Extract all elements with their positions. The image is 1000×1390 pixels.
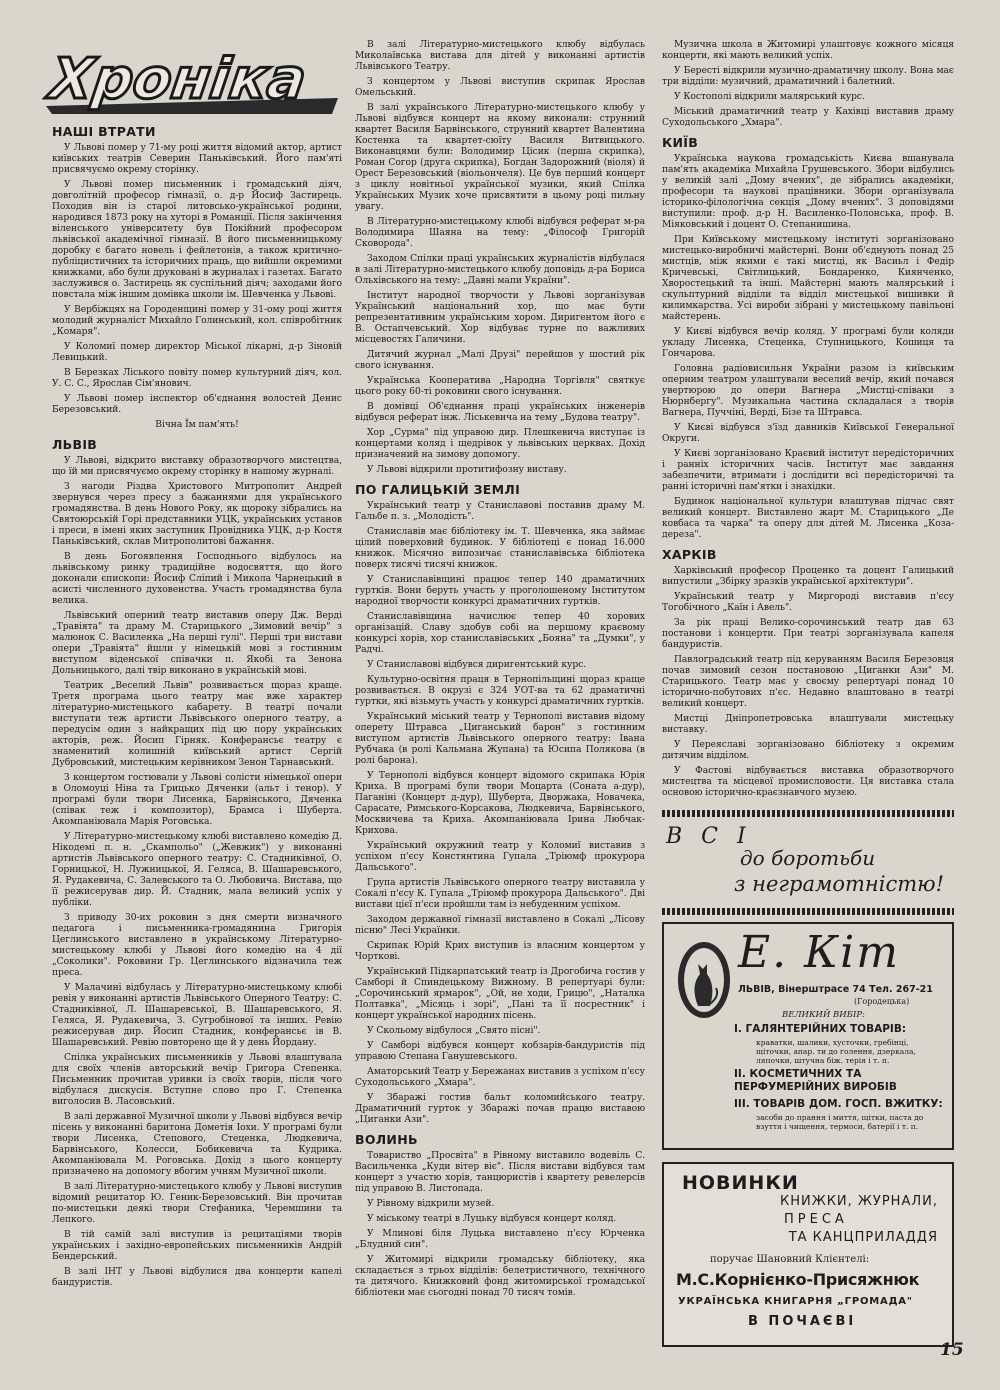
- novynky-line-3: ТА КАНЦПРИЛАДДЯ: [788, 1230, 938, 1245]
- news-paragraph: У Коломиї помер директор Міської лікарні, д-р Зіновій Левицький.: [52, 342, 342, 363]
- novynky-title: НОВИНКИ: [682, 1172, 799, 1194]
- news-paragraph: Дитячий журнал „Малі Друзі" перейшов у шостий рік свого існування.: [355, 350, 645, 371]
- news-paragraph: Аматорський Театр у Бережанах виставив з успіхом п'єсу Суходольського „Хмара".: [355, 1067, 645, 1088]
- news-paragraph: В домівці Об'єднання праці українських інженерів відбувся реферат інж. Ліськевича на тему „Будова театру".: [355, 402, 645, 423]
- news-paragraph: Інститут народної творчости у Львові зорганізував Український національний хор, що має бути репрезентативним українським хором. Диригентом його є В. Остапчевський. Хор відбуває турне по важливих місцевостях Галичини.: [355, 291, 645, 345]
- news-paragraph: Будинок національної культури влаштував підчас свят великий концерт. Виставлено жарт М. Старицького „Де ковбаса та чарка" та оперу для дітей М. Лисенка „Коза-дереза".: [662, 497, 954, 540]
- section-heading: ПО ГАЛИЦЬКІЙ ЗЕМЛІ: [355, 482, 521, 497]
- column-2: [355, 40, 645, 1303]
- news-paragraph: У Малачині відбулась у Літературно-мистецькому клюбі ревія у виконанні артистів Львівського Оперного Театру: С. Стадниківної, Л. Шашаревської, В. Шашаревського, Я. Геляса, Я. Рудакевича, З. Сугробінової та інших. Ревію режисерував дир. Йосип Стадник, конферансьє ів В. Шашаревський. Ревію повторено ще й у день Йордану.: [52, 983, 342, 1048]
- ad-kit: [662, 922, 954, 1150]
- news-paragraph: З нагоди Різдва Христового Митрополит Андрей звернувся через пресу з бажаннями для українського громадянства. В день Нового Року, як щороку зібрались на Святоюрській Горі представники УЦК, українських установ і преси, в імені яких заступник Провідника УЦК, д-р Костя Паньківський, склав Митрополитові бажання.: [52, 482, 342, 547]
- slogan-line-2: до боротьби: [740, 846, 876, 870]
- page-number: 15: [940, 1340, 964, 1360]
- section-heading: НАШІ ВТРАТИ: [52, 124, 156, 139]
- news-paragraph: З концертом у Львові виступив скрипак Ярослав Омельський.: [355, 77, 645, 98]
- novynky-name: М.С.Корнієнко-Присяжнюк: [676, 1270, 920, 1289]
- literacy-slogan: [666, 822, 954, 902]
- news-paragraph: В залі Літературно-мистецького клюбу відбулась Миколаївська вистава для дітей у виконанні артистів Львівського Театру.: [355, 40, 645, 72]
- news-paragraph: Український міський театр у Тернополі виставив відому оперету Штравса „Циганський барон" з гостинним виступом артистів Львівського оперного театру: Івана Рубчака (в ролі Кальмана Жупана) та Юсипа Полякова (в ролі барона).: [355, 712, 645, 766]
- news-paragraph: Музична школа в Житомирі улаштовує кожного місяця концерти, які мають великий успіх.: [662, 40, 954, 61]
- news-paragraph: Український окружний театр у Коломиї виставив з успіхом п'єсу Констянтина Гупала „Тріюмф прокурора Дальського".: [355, 841, 645, 873]
- news-paragraph: Хор „Сурма" під управою дир. Плешкевича виступає із концертами коляд і щедрівок у львівських церквах. Дохід призначений на зимову допомогу.: [355, 428, 645, 460]
- news-paragraph: У Львові помер інспектор об'єднання волостей Денис Березовський.: [52, 394, 342, 415]
- novynky-line-1: КНИЖКИ, ЖУРНАЛИ,: [779, 1194, 938, 1209]
- news-paragraph: В залі українського Літературно-мистецького клюбу у Львові відбувся концерт на якому виконали: струнний квартет Василя Барвінського, струнний квартет Валентина Костенка та квартет-сюїту Василя Витвицького. Виконавцями були: Володимир Цісик (перша скрипка), Роман Согор (друга скрипка), Богдан Задорожний (віоля) й Орест Березовський (віольончеля). Це був перший концерт з циклу новітньої української музики, який Спілка Українських Музик хоче присвятити в цьому році пильну увагу.: [355, 103, 645, 212]
- news-paragraph: В тій самій залі виступив із рецитаціями творів українських і західно-европейських письменників Андрій Бендерський.: [52, 1230, 342, 1262]
- news-paragraph: У Станиславівщині працює тепер 140 драматичних гуртків. Вони беруть участь у проголошеному Інститутом народної творчости конкурсі драматичних гуртків.: [355, 575, 645, 607]
- column-3: [662, 40, 954, 803]
- news-paragraph: У Києві відбувся з'їзд давників Київської Генеральної Округи.: [662, 423, 954, 444]
- news-paragraph: Харківський професор Проценко та доцент Галицький випустили „Збірку зразків української архітектури".: [662, 566, 954, 587]
- news-paragraph: Український театр у Миргороді виставив п'єсу Тогобічного „Каїн і Авель".: [662, 592, 954, 613]
- news-paragraph: З приводу 30-их роковин з дня смерти визначного педагога і письменника-громадянина Григорія Цеглинського виставлено в українському Літературно-мистецькому клюбі у Львові його комедію на 4 дії „Соколики". Роковини Гр. Цеглинського відзначила теж преса.: [52, 913, 342, 978]
- news-paragraph: У Фастові відбувається виставка образотворчого мистецтва та місцевої промисловости. Ця виставка стала основою історично-краєзнавчого музею.: [662, 766, 954, 798]
- news-paragraph: Мистці Дніпропетровська влаштували мистецьку виставку.: [662, 714, 954, 735]
- ad-novynky: [662, 1162, 954, 1347]
- section-heading: ЛЬВІВ: [52, 437, 98, 452]
- news-paragraph: У Літературно-мистецькому клюбі виставлено комедію Д. Нікодемі п. н. „Скампольо" („Жевжик") у виконанні артистів Львівського оперного театру: С. Стадниківної, О. Горницької, Н. Лужницької, Я. Геляса, В. Шашаревського, Я. Рудакевича, С. Залевського та О. Любовича. Вистава, що її режисерував дир. Й. Стадник, мала великий успіх у публіки.: [52, 832, 342, 908]
- news-paragraph: Павлоградський театр під керуванням Василя Березовця почав зимовий сезон постановою „Циганки Ази" М. Старицького. Театр має у своєму репертуарі понад 10 історично-побутових п'єс. Недавно влаштовано в театрі великий концерт.: [662, 655, 954, 709]
- news-paragraph: Львівський оперний театр виставив оперу Дж. Верді „Травіята" та драму М. Старицького „Зимовий вечір" з малюнок С. Василенка „На перші гулі". Перші три вистави опери „Травіята" йшли у німецькій мові з гостинним виступом віденської співачки п. Якобі та Зенона Дольницького, далі твір виконано в українській мові.: [52, 611, 342, 676]
- news-paragraph: Заходом державної гімназії виставлено в Сокалі „Лісову пісню" Лесі Українки.: [355, 915, 645, 936]
- news-paragraph: Заходом Спілки праці українських журналістів відбулася в залі Літературно-мистецького клюбу доповідь д-ра Бориса Ольхівського на тему: „Давні мапи України".: [355, 254, 645, 286]
- news-paragraph: У Львові помер у 71-му році життя відомий актор, артист київських театрів Северин Паньківський. Його пам'яті присвячуємо окрему сторінку.: [52, 143, 342, 175]
- news-paragraph: При Київському мистецькому інституті зорганізовано мистецько-виробничі майстерні. Вони об'єднують понад 25 мистців, між якими є такі мистці, як Васиьл і Федір Кричевські, Світлицький, Бондаренко, Киянченко, Хворостецький та інші. Майстерні мають малярський і скульптурний відділи та відділ мистецької вишивки й килимкарства. Усі вироби зібрані у мистецькому павільоні майстерень.: [662, 235, 954, 322]
- kit-item-2: ІІ. КОСМЕТИЧНИХ ТА ПЕРФУМЕРІЙНИХ ВИРОБІВ: [734, 1068, 897, 1093]
- kit-address-sub: (Городецька): [854, 997, 910, 1006]
- divider-bottom: [662, 908, 954, 915]
- news-paragraph: У Вербіжцях на Городенщині помер у 31-ому році життя молодий журналіст Михайло Голинський, кол. співробітник „Комаря".: [52, 305, 342, 337]
- news-paragraph: У Скольому відбулося „Свято пісні".: [367, 1026, 541, 1036]
- news-paragraph: У Києві зорганізовано Краєвий інститут передісторичних і ранніх історичних часів. Інститут має завдання забезпечити, втримати і дослідити всі передісторичні та ранні історичні пам'ятки і знахідки.: [662, 449, 954, 492]
- news-paragraph: Спілка українських письменників у Львові влаштувала для своїх членів авторський вечір Григора Степенка. Письменник прочитав уривки із своїх творів, після чого відбулася дискусія. Вступне слово про Г. Степенка виголосив В. Ласовський.: [52, 1053, 342, 1107]
- news-paragraph: Станиславів має бібліотеку ім. Т. Шевченка, яка займає цілий поверховий будинок. У бібліотеці є понад 16.000 книжок. Місячно випозичає станиславівська бібліотека поверх тисячі тисячі книжок.: [355, 527, 645, 570]
- chronicle-logo: [42, 52, 342, 116]
- news-paragraph: Українська наукова громадськість Києва вшанувала пам'ять академіка Михайла Грушевського. Збори відбулись у великій залі „Дому вчених", де зібрались академіки, професори та наукові працівники. Збори організувала історико-філологічна секція „Дому вчених". З доповідями виступили: проф. д-р Н. Василенко-Полонська, проф. В. Міяковський і доцент О. Степанишина.: [662, 154, 954, 230]
- news-paragraph: В залі ІНТ у Львові відбулися два концерти капелі бандуристів.: [52, 1267, 342, 1288]
- slogan-line-3: з неграмотністю!: [734, 872, 945, 896]
- news-paragraph: Український театр у Станиславові поставив драму М. Гальбе п. з. „Молодість".: [355, 501, 645, 522]
- news-paragraph: Міський драматичний театр у Кахівці виставив драму Суходольського „Хмара".: [662, 107, 954, 128]
- column-1: [52, 118, 342, 1293]
- kit-address: ЛЬВІВ, Вінерштрасе 74 Тел. 267-21: [738, 984, 933, 995]
- news-paragraph: У Києві відбувся вечір коляд. У програмі були коляди укладу Лисенка, Стеценка, Ступницького, Кошиця та Гончарова.: [662, 327, 954, 359]
- news-paragraph: З концертом гостювали у Львові солісти німецької опери в Оломоуці Ніна та Грицько Дяченки (альт і тенор). У програмі були твори Лисенка, Барвінського, Дяченка (співак теж і композитор), Брамса і Шуберта. Акомпаніювала Марія Роговська.: [52, 773, 342, 827]
- news-paragraph: У Костополі відкрили малярський курс.: [674, 92, 865, 102]
- novynky-store: УКРАЇНСЬКА КНИГАРНЯ „ГРОМАДА": [678, 1296, 913, 1307]
- section-heading: КИЇВ: [662, 135, 699, 150]
- chronicle-title: Хроніка: [45, 52, 311, 112]
- news-paragraph: У Львові, відкрито виставку образотворчого мистецтва, що їй ми присвячуємо окрему сторінку в нашому журналі.: [52, 456, 342, 477]
- news-paragraph: У Переяславі зорганізовано бібліотеку з окремим дитячим відділом.: [662, 740, 954, 761]
- news-paragraph: В день Богоявлення Господнього відбулось на львівському ринку традиційне водосвяття, що його доконали єпископи: Йосиф Сліпий і Микола Чарнецький в асисті численного духовенства. Участь громадянства була велика.: [52, 552, 342, 606]
- section-heading: ВОЛИНЬ: [355, 1132, 418, 1147]
- news-paragraph: Українська Кооператива „Народна Торгівля" святкує цього року 60-ті роковини свого існування.: [355, 376, 645, 397]
- news-paragraph: За рік праці Велико-сорочинський театр дав 63 постанови і концерти. При театрі зорганізувала капеля бандуристів.: [662, 618, 954, 650]
- news-paragraph: В Березках Ліського повіту помер культурний діяч, кол. У. С. С., Ярослав Сім'янович.: [52, 368, 342, 389]
- news-paragraph: У Львові відкрили протитифозну виставу.: [367, 465, 567, 475]
- news-paragraph: У Млинові біля Луцька виставлено п'єсу Юрченка „Блудний син".: [355, 1229, 645, 1250]
- news-paragraph: Група артистів Львівського оперного театру виставила у Сокалі п'єсу К. Гупала „Тріюмф прокурора Дальського". Дві вистави цієї п'єси пройшли там із небуденним успіхом.: [355, 878, 645, 910]
- kit-item-1-desc: краватки, шалики, хусточки, гребінці, щіточки, апар. ти до голення, дзеркала, ляпочки, штучна біж. терія і т. п.: [756, 1038, 916, 1065]
- news-paragraph: Товариство „Просвіта" в Рівному виставило водевіль С. Васильченка „Куди вітер віє". Після вистави відбувся там концерт з участю хорів, танцюристів і квартету ревелерсів під управою В. Листопада.: [355, 1151, 645, 1194]
- news-paragraph: У Рівному відкрили музей.: [367, 1199, 495, 1209]
- news-paragraph: Скрипак Юрій Крих виступив із власним концертом у Чорткові.: [355, 941, 645, 962]
- news-paragraph: В залі Літературно-мистецького клюбу у Львові виступив відомий рецитатор Ю. Геник-Березовський. Він прочитав по-мистецьки деякі твори Стефаника, Черемшини та Лепкого.: [52, 1182, 342, 1225]
- kit-choice: ВЕЛИКИЙ ВИБІР:: [782, 1010, 865, 1020]
- news-paragraph: У Житомирі відкрили громадську бібліотеку, яка складається з трьох відділів: белетристичного, технічного та дитячого. Книжковий фонд житомирської громадської бібліотеки має сьогодні понад 70 тисяч томів.: [355, 1255, 645, 1298]
- news-paragraph: Головна радіовисильня України разом із київським оперним театром улаштували веселий вечір, який почався увертюрою до опери Вагнера „Мистці-співаки з Нюрнбергу". Музикальна частина складалася з творів Вагнера, Пуччіні, Верді, Бізе та Штравса.: [662, 364, 954, 418]
- news-paragraph: У міському театрі в Луцьку відбувся концерт коляд.: [367, 1214, 617, 1224]
- news-paragraph: У Станиславові відбувся диригентський курс.: [367, 660, 587, 670]
- novynky-line-4: поручає Шановний Клієнтелі:: [710, 1254, 870, 1265]
- kit-brand: Е. Кіт: [738, 927, 900, 978]
- kit-item-3: ІІІ. ТОВАРІВ ДОМ. ГОСП. ВЖИТКУ:: [734, 1098, 943, 1110]
- news-paragraph: У Самборі відбувся концерт кобзарів-бандуристів під управою Степана Ганушевського.: [355, 1041, 645, 1062]
- news-paragraph: У Збаражі гостив бальт коломийського театру. Драматичний гурток у Збаражі почав працю виставою „Циганки Ази".: [355, 1093, 645, 1125]
- kit-item-1: І. ГАЛЯНТЕРІЙНИХ ТОВАРІВ:: [734, 1023, 907, 1035]
- novynky-line-2: ПРЕСА: [784, 1212, 848, 1227]
- news-paragraph: В Літературно-мистецькому клюбі відбувся реферат м-ра Володимира Шаяна на тему: „Філософ Григорій Сковорода".: [355, 217, 645, 249]
- news-paragraph: Театрик „Веселий Львів" розвивається щораз краще. Третя програма цього театру має вже характер літературно-мистецького кабарету. В театрі почали виступати теж артисти Львівського оперного театру, а передусім один з найкращих під цю пору українських акторів, реж. Йосип Гірняк. Конферансьє театру є знаменитий колишній київський артист Сергій Дубровський, мистецьким керівником Зенон Тарнавський.: [52, 681, 342, 768]
- news-paragraph: У Львові помер письменник і громадський діяч, довголітній професор гімназії, о. д-р Йосиф Застирець. Походив він із старої литовсько-української родини, народився 1873 року на хуторі в Романції. Після закінчення віленського університету був Покійний професором львівської академічної гімназії. В його письменницькому доробку є багато новель і фейлетонів, а також критично-публіцистичних та історичних праць, що вийшли окремими книжками, або були друковані в журналах і газетах. Багато заслужився о. Застирець як суспільний діяч; заходами його повстала між іншим домівка школи ім. Шевченка у Львові.: [52, 180, 342, 300]
- news-paragraph: Станиславівщина начислює тепер 40 хорових організацій. Славу здобув собі на першому краєвому конкурсі хорів, хор станиславівських „Бояна" та „Думки", у Радчі.: [355, 612, 645, 655]
- divider-top: [662, 810, 954, 817]
- news-paragraph: В залі державної Музичної школи у Львові відбувся вечір пісень у виконанні баритона Дометія Іохи. У програмі були твори Лисенка, Степового, Стеценка, Людкевича, Барвінського, Колесси, Бобикевича та Кудрика. Акомпаніювала М. Роговська. Дохід з цього концерту призначено на допомогу вбогим учням Музичної школи.: [52, 1112, 342, 1177]
- novynky-city: В ПОЧАЄВІ: [748, 1314, 857, 1329]
- cat-emblem-icon: [676, 936, 732, 1020]
- section-heading: ХАРКІВ: [662, 547, 717, 562]
- kit-item-3-desc: засоби до прання і миття, щітки, паста до взуття і чищення, термоси, батерії і т. п.: [756, 1113, 924, 1131]
- news-paragraph: Вічна Їм пам'ять!: [155, 420, 239, 430]
- news-paragraph: У Тернополі відбувся концерт відомого скрипака Юрія Криха. В програмі були твори Моцарта (Соната а-дур), Паганіні (Концерт д-дур), Шуберта, Дворжака, Новачека, Сарасате, Римського-Корсакова, Людкевича, Барвінського, Москвичева та Криха. Акомпаніювала Ірина Любчак-Крихова.: [355, 771, 645, 836]
- news-paragraph: Культурно-освітня праця в Тернопільщині щораз краще розвивається. В окрузі є 324 УОТ-ва та 62 драматичні гуртки, які візьмуть участь у конкурсі драматичних гуртків.: [355, 675, 645, 707]
- slogan-line-1: В С І: [666, 824, 752, 849]
- news-paragraph: Український Підкарпатський театр із Дрогобича гостив у Самборі й Спиндецькому Вижному. В репертуарі були: „Сорочинський ярмарок", „Ой, не ходи, Грицю", „Наталка Полтавка", „Місяць і зорі", „Пані та її посрестник" і концерт української народних пісень.: [355, 967, 645, 1021]
- news-paragraph: У Бересті відкрили музично-драматичну школу. Вона має три відділи: музичний, драматичний і балетний.: [662, 66, 954, 87]
